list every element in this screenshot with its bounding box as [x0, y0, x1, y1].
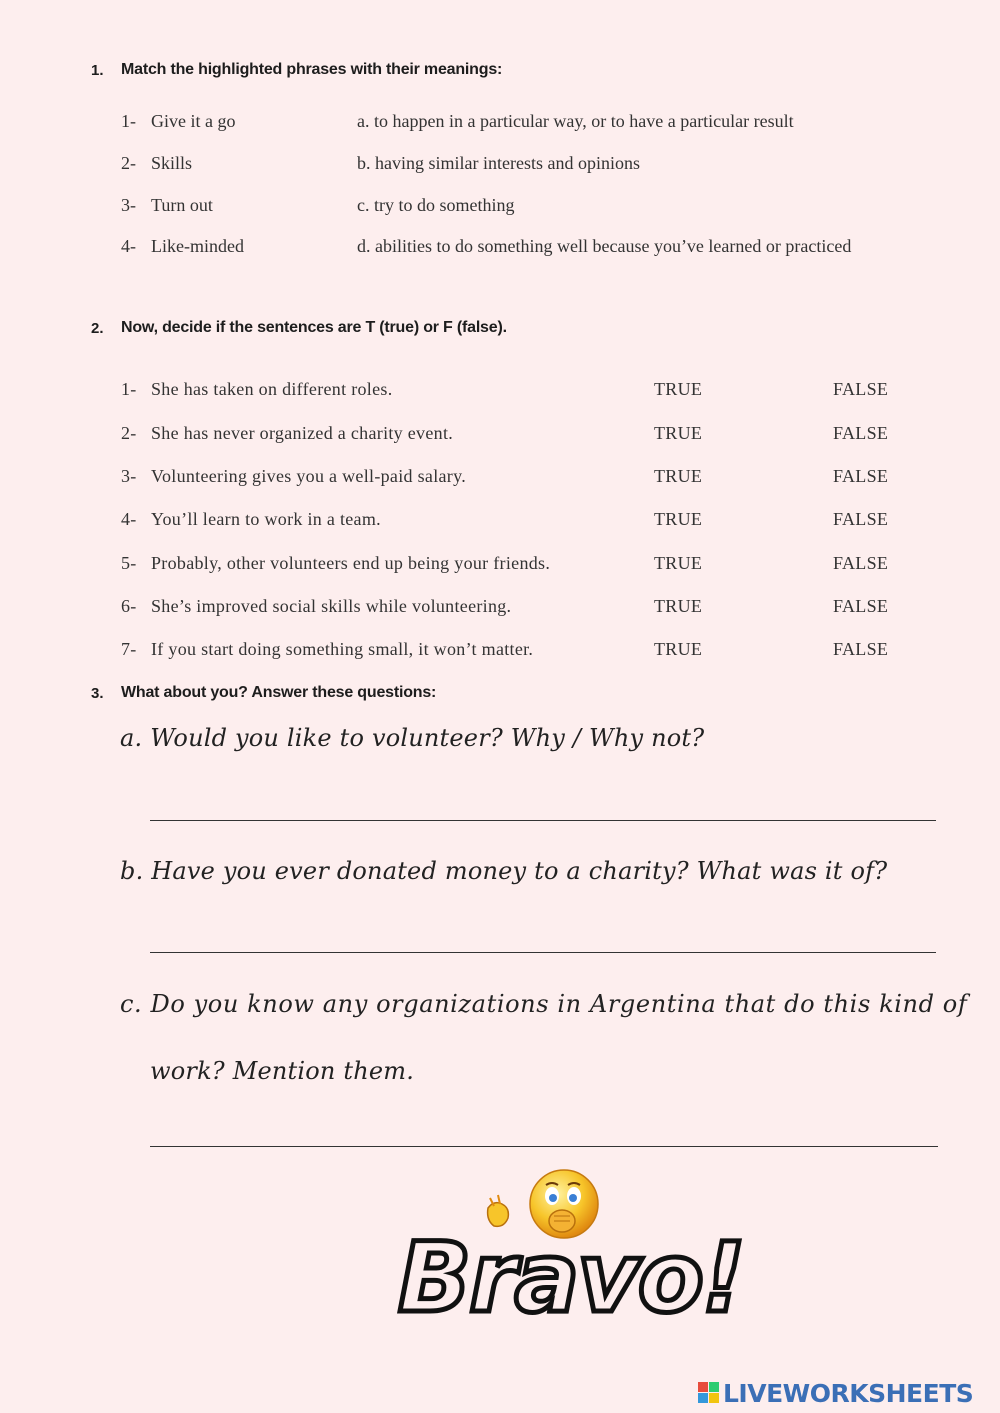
true-false-row [121, 596, 921, 622]
question-letter: c. [120, 990, 143, 1018]
false-option[interactable]: FALSE [833, 379, 889, 399]
false-option[interactable]: FALSE [833, 639, 889, 659]
match-row [121, 236, 941, 260]
match-row [121, 111, 941, 135]
statement-number: 5- [121, 553, 137, 573]
match-number: 4- [121, 236, 136, 256]
answer-line-a[interactable] [150, 794, 936, 821]
match-definition: d. abilities to do something well because you’ve learned or practiced [357, 236, 852, 256]
question-text: Would you like to volunteer? Why / Why not? [150, 724, 705, 752]
section-1-title: Match the highlighted phrases with their meanings: [121, 61, 503, 78]
true-option[interactable]: TRUE [654, 509, 703, 529]
liveworksheets-logo-text: LIVEWORKSHEETS [723, 1378, 974, 1408]
true-false-row [121, 423, 921, 449]
statement-text: If you start doing something small, it won’t matter. [151, 639, 534, 659]
section-1-number: 1. [91, 62, 104, 79]
answer-input-a[interactable] [150, 794, 940, 822]
true-option[interactable]: TRUE [654, 423, 703, 443]
statement-text: Volunteering gives you a well-paid salary. [151, 466, 467, 486]
false-option[interactable]: FALSE [833, 466, 889, 486]
match-term: Give it a go [151, 111, 236, 131]
liveworksheets-logo [698, 1378, 973, 1408]
bravo-text: Bravo! [398, 1222, 744, 1334]
match-number: 2- [121, 153, 136, 173]
answer-input-c[interactable] [150, 1120, 942, 1148]
statement-text: Probably, other volunteers end up being your friends. [151, 553, 551, 573]
true-option[interactable]: TRUE [654, 466, 703, 486]
true-false-row [121, 639, 921, 665]
section-2-title: Now, decide if the sentences are T (true) or F (false). [121, 319, 507, 336]
question-c-continued: work? Mention them. [150, 1057, 415, 1085]
true-false-row [121, 466, 921, 492]
question-letter: a. [120, 724, 143, 752]
statement-text: She’s improved social skills while volunteering. [151, 596, 512, 616]
question-c [120, 990, 967, 1018]
true-option[interactable]: TRUE [654, 639, 703, 659]
false-option[interactable]: FALSE [833, 509, 889, 529]
match-row [121, 153, 941, 177]
section-2-number: 2. [91, 320, 104, 337]
liveworksheets-logo-icon [698, 1382, 720, 1404]
answer-line-c[interactable] [150, 1120, 938, 1147]
answer-input-b[interactable] [150, 926, 940, 954]
statement-text: You’ll learn to work in a team. [151, 509, 381, 529]
false-option[interactable]: FALSE [833, 553, 889, 573]
statement-number: 6- [121, 596, 137, 616]
match-definition: b. having similar interests and opinions [357, 153, 640, 173]
statement-number: 3- [121, 466, 137, 486]
question-text: Have you ever donated money to a charity? What was it of? [151, 857, 888, 885]
true-false-row [121, 553, 921, 579]
match-row [121, 195, 941, 219]
false-option[interactable]: FALSE [833, 596, 889, 616]
match-number: 3- [121, 195, 136, 215]
statement-number: 7- [121, 639, 137, 659]
statement-number: 4- [121, 509, 137, 529]
section-3-title: What about you? Answer these questions: [121, 684, 437, 701]
answer-line-b[interactable] [150, 926, 936, 953]
statement-number: 1- [121, 379, 137, 399]
true-option[interactable]: TRUE [654, 596, 703, 616]
match-definition: c. try to do something [357, 195, 515, 215]
true-option[interactable]: TRUE [654, 553, 703, 573]
question-b [120, 857, 887, 885]
true-false-row [121, 509, 921, 535]
match-term: Like-minded [151, 236, 244, 256]
statement-number: 2- [121, 423, 137, 443]
match-definition: a. to happen in a particular way, or to have a particular result [357, 111, 794, 131]
match-term: Skills [151, 153, 193, 173]
section-3-number: 3. [91, 685, 104, 702]
true-option[interactable]: TRUE [654, 379, 703, 399]
false-option[interactable]: FALSE [833, 423, 889, 443]
match-number: 1- [121, 111, 136, 131]
true-false-row [121, 379, 921, 405]
question-a [120, 724, 704, 752]
question-letter: b. [120, 857, 144, 885]
statement-text: She has taken on different roles. [151, 379, 393, 399]
match-term: Turn out [151, 195, 213, 215]
statement-text: She has never organized a charity event. [151, 423, 454, 443]
question-text: Do you know any organizations in Argentina that do this kind of [150, 990, 968, 1018]
